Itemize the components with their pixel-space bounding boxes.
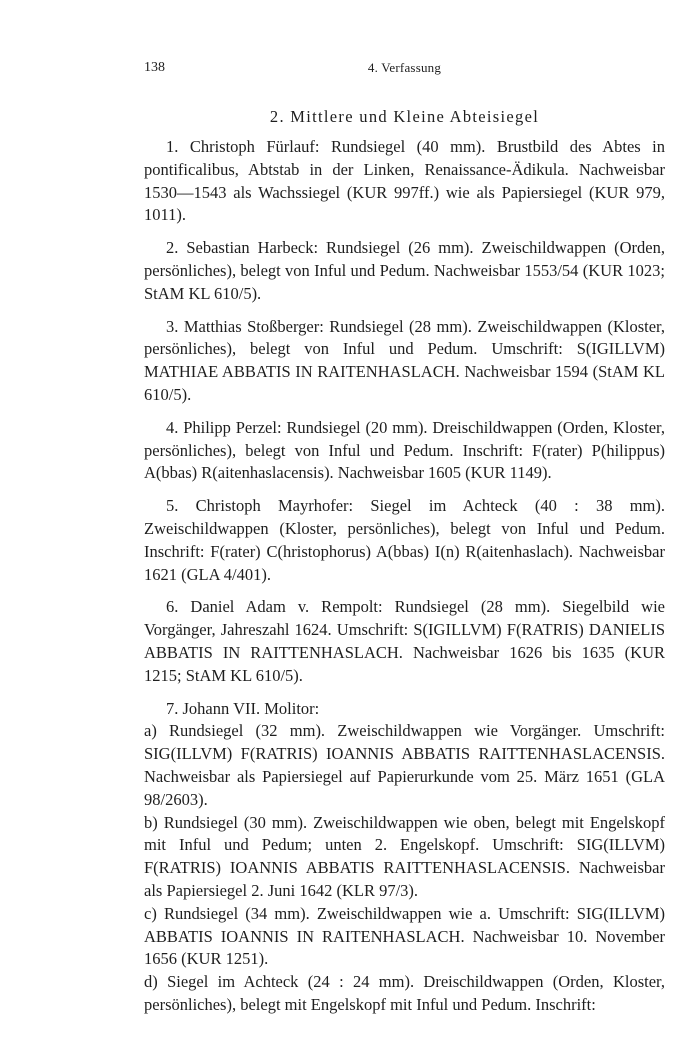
seal-entries — [144, 136, 665, 1017]
seal-entry-5: 5. Christoph Mayrhofer: Siegel im Achteck (40 : 38 mm). Zweischildwappen (Kloster, persönliches), belegt von Inful und Pedum. Inschrift: F(rater) C(hristophorus) A(bbas) I(n) R(aitenhaslach). Nachweisbar 1621 (GLA 4/401). — [144, 496, 665, 584]
seal-entry-7c: c) Rundsiegel (34 mm). Zweischildwappen wie a. Umschrift: SIG(ILLVM) ABBATIS IOANNIS IN RAITENHASLACH. Nachweisbar 10. November 1656 (KUR 1251). — [144, 903, 665, 969]
seal-entry-7-heading: 7. Johann VII. Molitor: — [166, 698, 320, 718]
seal-entry-7d: d) Siegel im Achteck (24 : 24 mm). Dreischildwappen (Orden, Kloster, persönliches), belegt mit Engelskopf mit Inful und Pedum. Inschrift: — [144, 972, 665, 1014]
section-title: 2. Mittlere und Kleine Abteisiegel — [269, 107, 540, 126]
page-number: 138 — [144, 60, 165, 75]
document-page — [144, 60, 665, 1017]
seal-entry-6: 6. Daniel Adam v. Rempolt: Rundsiegel (28 mm). Siegelbild wie Vorgänger, Jahreszahl 1624. Umschrift: S(IGILLVM) F(RATRIS) DANIELIS ABBATIS IN RAITTENHASLACH. Nachweisbar 1626 bis 1635 (KUR 1215; StAM KL 610/5). — [144, 597, 665, 685]
running-head — [144, 60, 665, 82]
seal-entry-4: 4. Philipp Perzel: Rundsiegel (20 mm). Dreischildwappen (Orden, Kloster, persönliches), belegt von Inful und Pedum. Inschrift: F(rater) P(hilippus) A(bbas) R(aitenhaslacensis). Nachweisbar 1605 (KUR 1149). — [144, 417, 665, 483]
running-title: 4. Verfassung — [367, 60, 442, 75]
seal-entry-1: 1. Christoph Fürlauf: Rundsiegel (40 mm). Brustbild des Abtes in pontificalibus, Abtstab in der Linken, Renaissance-Ädikula. Nachweisbar 1530—1543 als Wachssiegel (KUR 997ff.) wie als Papiersiegel (KUR 979, 1011). — [144, 137, 665, 225]
seal-entry-7 — [144, 698, 665, 1017]
seal-entry-7a: a) Rundsiegel (32 mm). Zweischildwappen wie Vorgänger. Umschrift: SIG(ILLVM) F(RATRIS) IOANNIS ABBATIS RAITTENHASLACENSIS. Nachweisbar als Papiersiegel auf Papierurkunde vom 25. März 1651 (GLA 98/2603). — [144, 721, 665, 809]
seal-entry-3: 3. Matthias Stoßberger: Rundsiegel (28 mm). Zweischildwappen (Kloster, persönliches), belegt von Inful und Pedum. Umschrift: S(IGILLVM) MATHIAE ABBATIS IN RAITENHASLACH. Nachweisbar 1594 (StAM KL 610/5). — [144, 316, 665, 404]
seal-entry-2: 2. Sebastian Harbeck: Rundsiegel (26 mm). Zweischildwappen (Orden, persönliches), belegt von Inful und Pedum. Nachweisbar 1553/54 (KUR 1023; StAM KL 610/5). — [144, 238, 665, 303]
seal-entry-7b: b) Rundsiegel (30 mm). Zweischildwappen wie oben, belegt mit Engelskopf mit Inful und Pedum; unten 2. Engelskopf. Umschrift: SIG(ILLVM) F(RATRIS) IOANNIS ABBATIS RAITTENHASLACENSIS. Nachweisbar als Papiersiegel 2. Juni 1642 (KLR 97/3). — [144, 812, 665, 900]
